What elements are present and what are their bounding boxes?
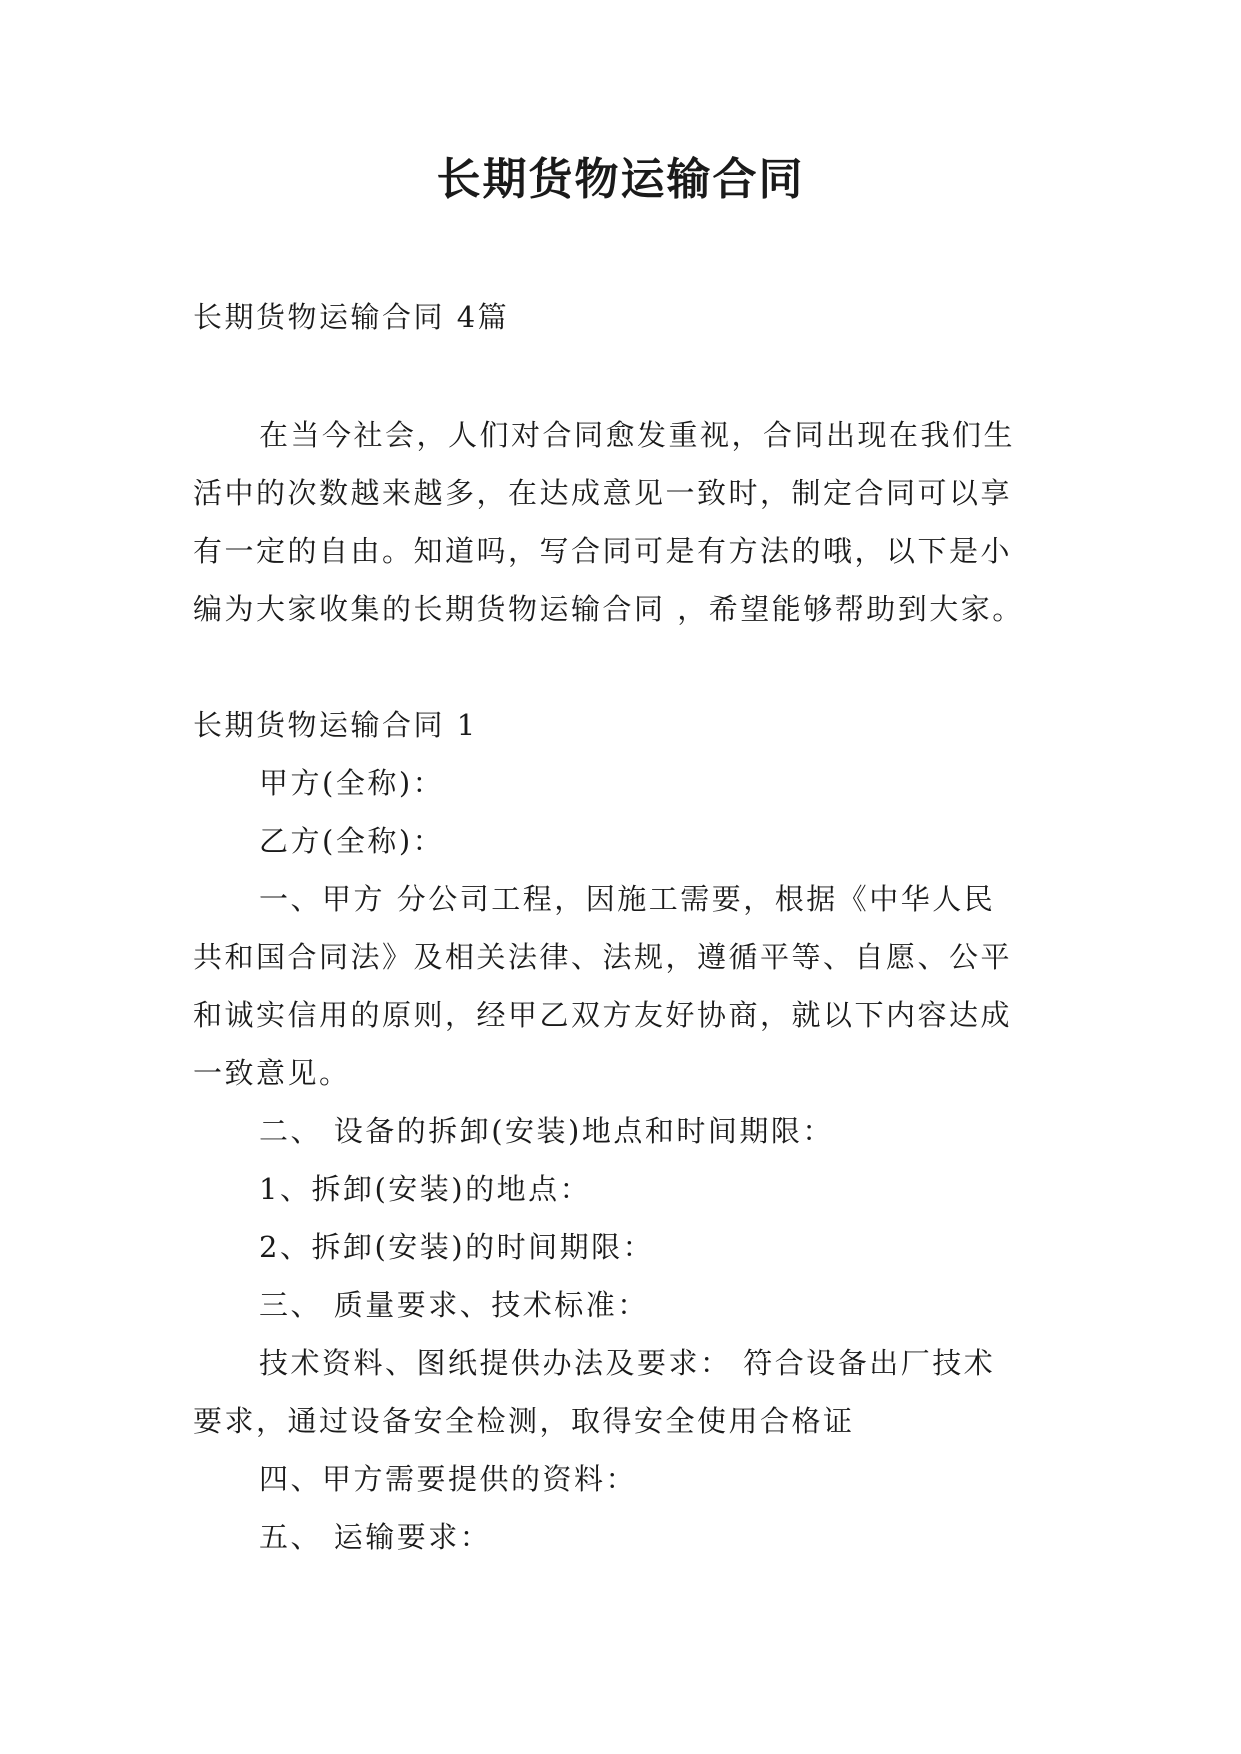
subtitle-line: 长期货物运输合同 4篇 bbox=[193, 300, 510, 334]
intro-line: 有一定的自由。知道吗，写合同可是有方法的哦，以下是小 bbox=[193, 534, 1013, 568]
party-a-line: 甲方(全称)： bbox=[259, 766, 445, 800]
clause-4-heading: 四、甲方需要提供的资料： bbox=[259, 1462, 638, 1496]
clause-1-line: 共和国合同法》及相关法律、法规，遵循平等、自愿、公平 bbox=[193, 940, 1013, 974]
intro-line: 在当今社会，人们对合同愈发重视，合同出现在我们生 bbox=[259, 418, 1016, 452]
clause-3-heading: 三、 质量要求、技术标准： bbox=[259, 1288, 649, 1322]
clause-1-line: 一致意见。 bbox=[193, 1056, 351, 1090]
clause-3-detail-line: 技术资料、图纸提供办法及要求： 符合设备出厂技术 bbox=[259, 1346, 996, 1380]
clause-1-line: 和诚实信用的原则，经甲乙双方友好协商，就以下内容达成 bbox=[193, 998, 1013, 1032]
clause-5-heading: 五、 运输要求： bbox=[259, 1520, 492, 1554]
party-b-line: 乙方(全称)： bbox=[259, 824, 445, 858]
section-heading: 长期货物运输合同 1 bbox=[193, 708, 478, 742]
clause-2-item-2: 2、拆卸(安装)的时间期限： bbox=[259, 1230, 655, 1264]
intro-line: 编为大家收集的长期货物运输合同 ，希望能够帮助到大家。 bbox=[193, 592, 1024, 626]
document-title: 长期货物运输合同 bbox=[436, 154, 805, 205]
clause-2-heading: 二、 设备的拆卸(安装)地点和时间期限： bbox=[259, 1114, 834, 1148]
clause-3-detail-line: 要求，通过设备安全检测，取得安全使用合格证 bbox=[193, 1404, 855, 1438]
intro-line: 活中的次数越来越多，在达成意见一致时，制定合同可以享 bbox=[193, 476, 1013, 510]
clause-2-item-1: 1、拆卸(安装)的地点： bbox=[259, 1172, 592, 1206]
document-subtitle bbox=[193, 288, 1073, 346]
intro-paragraph bbox=[193, 406, 1073, 638]
contract-section-1 bbox=[193, 696, 1073, 1566]
clause-1-line: 一、甲方 分公司工程，因施工需要，根据《中华人民 bbox=[259, 882, 996, 916]
